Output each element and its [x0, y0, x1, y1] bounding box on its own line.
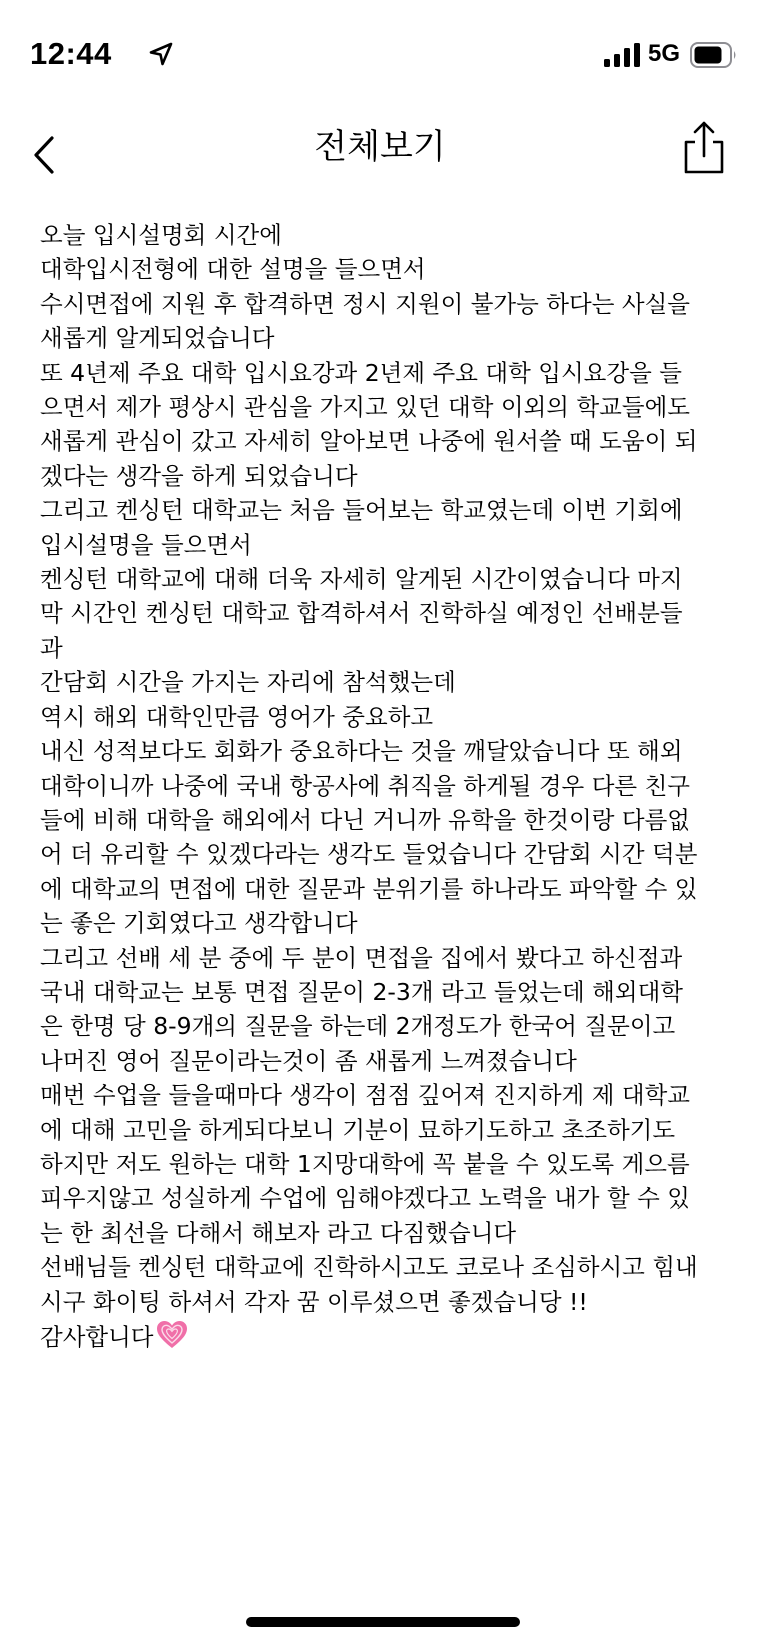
- content-line: 오늘 입시설명회 시간에: [40, 221, 282, 249]
- heart-icon: [156, 1319, 188, 1351]
- content-line: 켄싱턴 대학교에 대해 더욱 자세히 알게된 시간이였습니다 마지: [40, 565, 683, 594]
- content-line: 으면서 제가 평상시 관심을 가지고 있던 대학 이외의 학교들에도: [40, 393, 690, 422]
- content-line: 간담회 시간을 가지는 자리에 참석했는데: [40, 668, 456, 697]
- content-line: 수시면접에 지원 후 합격하면 정시 지원이 불가능 하다는 사실을: [40, 289, 690, 318]
- status-bar: [0, 0, 760, 110]
- post-content: [40, 218, 730, 1354]
- content-line: 어 더 유리할 수 있겠다라는 생각도 들었습니다 간담회 시간 덕분: [40, 840, 698, 869]
- content-line: 그리고 켄싱턴 대학교는 처음 들어보는 학교였는데 이번 기회에: [40, 496, 683, 525]
- content-line: 에 대학교의 면접에 대한 질문과 분위기를 하나라도 파악할 수 있: [40, 874, 698, 903]
- status-time: 12:44: [30, 36, 112, 71]
- content-line: 시구 화이팅 하셔서 각자 꿈 이루셨으면 좋겠습니당 !!: [40, 1287, 588, 1316]
- share-button[interactable]: [680, 118, 728, 180]
- share-icon: [680, 118, 728, 180]
- content-line: 선배님들 켄싱턴 대학교에 진학하시고도 코로나 조심하시고 힘내: [40, 1253, 698, 1282]
- content-line: 하지만 저도 원하는 대학 1지망대학에 꼭 붙을 수 있도록 게으름: [40, 1149, 690, 1178]
- content-line: 대학이니까 나중에 국내 항공사에 취직을 하게될 경우 다른 친구: [40, 771, 690, 800]
- closing-text: 감사합니다: [40, 1323, 154, 1351]
- content-line: 막 시간인 켄싱턴 대학교 합격하셔서 진학하실 예정인 선배분들: [40, 599, 683, 628]
- content-line: 겠다는 생각을 하게 되었습니다: [40, 461, 358, 490]
- content-line: 새롭게 관심이 갔고 자세히 알아보면 나중에 원서쓸 때 도움이 되: [40, 427, 698, 456]
- content-line: 입시설명을 들으면서: [40, 530, 252, 559]
- content-line: 역시 해외 대학인만큼 영어가 중요하고: [40, 702, 434, 731]
- closing-line: [40, 1319, 730, 1354]
- content-line: 과: [40, 633, 63, 662]
- content-line: 새롭게 알게되었습니다: [40, 324, 275, 353]
- network-type-label: 5G: [648, 40, 681, 67]
- content-line: 들에 비해 대학을 해외에서 다닌 거니까 유학을 한것이랑 다름없: [40, 805, 690, 834]
- content-line: 에 대해 고민을 하게되다보니 기분이 묘하기도하고 초조하기도: [40, 1115, 676, 1144]
- content-line: 또 4년제 주요 대학 입시요강과 2년제 주요 대학 입시요강을 들: [40, 358, 682, 387]
- content-line: 는 좋은 기회였다고 생각합니다: [40, 909, 358, 938]
- content-line: 나머진 영어 질문이라는것이 좀 새롭게 느껴졌습니다: [40, 1046, 577, 1075]
- content-line: 매번 수업을 들을때마다 생각이 점점 깊어져 진지하게 제 대학교: [40, 1081, 690, 1110]
- home-indicator[interactable]: [246, 1617, 520, 1627]
- battery-icon: [690, 42, 738, 68]
- location-arrow-icon: [148, 41, 174, 67]
- page-title: 전체보기: [314, 127, 446, 167]
- content-line: 피우지않고 성실하게 수업에 임해야겠다고 노력을 내가 할 수 있: [40, 1184, 690, 1213]
- content-line: 은 한명 당 8-9개의 질문을 하는데 2개정도가 한국어 질문이고: [40, 1012, 676, 1041]
- content-line: 그리고 선배 세 분 중에 두 분이 면접을 집에서 봤다고 하신점과: [40, 943, 683, 972]
- content-line: 국내 대학교는 보통 면접 질문이 2-3개 라고 들었는데 해외대학: [40, 977, 683, 1006]
- content-line: 는 한 최선을 다해서 해보자 라고 다짐했습니다: [40, 1218, 517, 1247]
- content-line: 내신 성적보다도 회화가 중요하다는 것을 깨달았습니다 또 해외: [40, 737, 683, 766]
- content-line: 대학입시전형에 대한 설명을 들으면서: [40, 255, 426, 284]
- navigation-bar: [0, 110, 760, 210]
- cellular-signal-icon: [604, 43, 640, 67]
